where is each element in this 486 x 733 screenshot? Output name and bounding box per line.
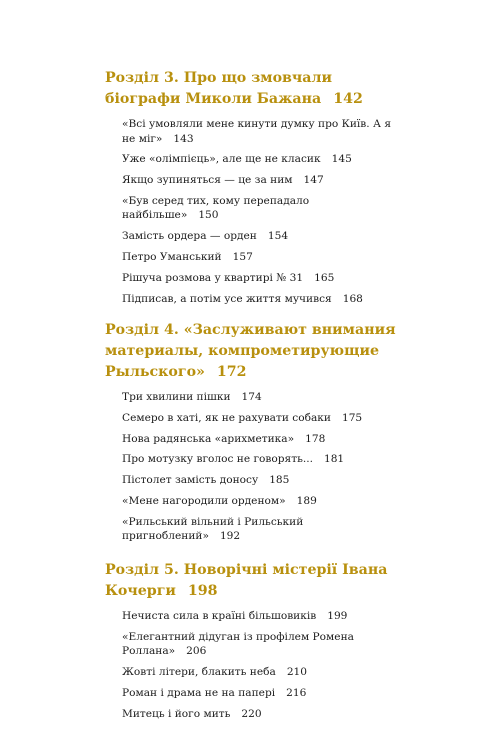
entry-page-number: 185 [269,474,290,487]
entry-text: Якщо зупиняться — це за ним [122,174,293,187]
list-item [105,411,405,426]
list-item [105,250,405,265]
list-item [105,609,405,624]
entry-page-number: 150 [198,209,219,222]
list-item [105,194,405,223]
entry-page-number: 210 [286,665,308,678]
section-title-text: Розділ 4. «Заслуживают внимания материалы, компрометирующие Рыльского» [105,322,396,381]
section-3 [105,68,405,306]
list-item [105,229,405,244]
entry-page-number: 175 [341,411,363,424]
entry-page-number: 220 [241,707,262,720]
entry-page-number: 157 [232,250,253,263]
entry-page-number: 206 [186,645,207,658]
entry-text: Роман і драма не на папері [122,686,276,699]
entry-page-number: 147 [303,174,324,187]
entry-text: Про мотузку вголос не говорять... [122,453,313,466]
table-of-contents [105,68,405,733]
entry-text: Замість ордера — орден [122,230,257,243]
entry-list [105,609,405,721]
entry-text: Нечиста сила в країні більшовиків [122,609,317,622]
entry-text: Митець і його мить [122,707,231,720]
list-item [105,630,405,659]
entry-page-number: 145 [331,153,352,166]
section-5 [105,560,405,721]
entry-page-number: 192 [219,530,241,543]
list-item [105,494,405,509]
list-item [105,117,405,146]
entry-page-number: 154 [267,230,289,243]
entry-list [105,390,405,544]
entry-text: Жовті літери, блакить неба [122,665,276,678]
list-item [105,473,405,488]
entry-text: Уже «олімпієць», але ще не класик [122,153,321,166]
entry-text: Семеро в хаті, як не рахувати собаки [122,411,331,424]
list-item [105,292,405,307]
list-item [105,271,405,286]
entry-page-number: 189 [296,495,317,508]
section-page-number: 172 [216,364,247,381]
section-title [105,320,405,383]
entry-page-number: 174 [241,391,262,404]
section-title-text: Розділ 3. Про що змовчали біографи Миколи Бажана [105,70,332,107]
list-item [105,173,405,188]
entry-page-number: 181 [323,453,345,466]
entry-page-number: 165 [314,271,335,284]
section-title [105,560,405,602]
list-item [105,152,405,167]
entry-text: Підписав, а потім усе життя мучився [122,292,332,305]
entry-text: Рішуча розмова у квартирі № 31 [122,271,304,284]
entry-page-number: 143 [173,132,194,145]
section-page-number: 142 [333,91,363,107]
entry-text: Три хвилини пішки [122,391,231,404]
entry-text: «Мене нагородили орденом» [122,495,286,508]
entry-page-number: 216 [286,686,307,699]
list-item [105,665,405,680]
entry-text: «Всі умовляли мене кинути думку про Київ. А я не міг» [122,118,392,145]
entry-text: Пістолет замість доносу [122,474,259,487]
section-title [105,68,405,110]
section-page-number: 198 [187,582,218,599]
section-title-text: Розділ 5. Новорічні містерії Івана Кочерги [105,561,388,599]
list-item [105,452,405,467]
entry-text: «Елегантний дідуган із профілем Ромена Роллана» [122,630,354,658]
list-item [105,390,405,405]
entry-text: Петро Уманський [122,250,222,263]
entry-text: «Рильський вільний і Рильський пригноблений» [122,515,304,543]
list-item [105,432,405,447]
entry-page-number: 178 [305,432,326,445]
entry-list [105,117,405,306]
list-item [105,686,405,701]
entry-text: «Був серед тих, кому перепадало найбільше» [122,194,310,222]
entry-page-number: 168 [342,292,363,305]
entry-page-number: 199 [327,609,348,622]
entry-text: Нова радянська «арихметика» [122,432,295,445]
section-4 [105,320,405,544]
list-item [105,515,405,544]
